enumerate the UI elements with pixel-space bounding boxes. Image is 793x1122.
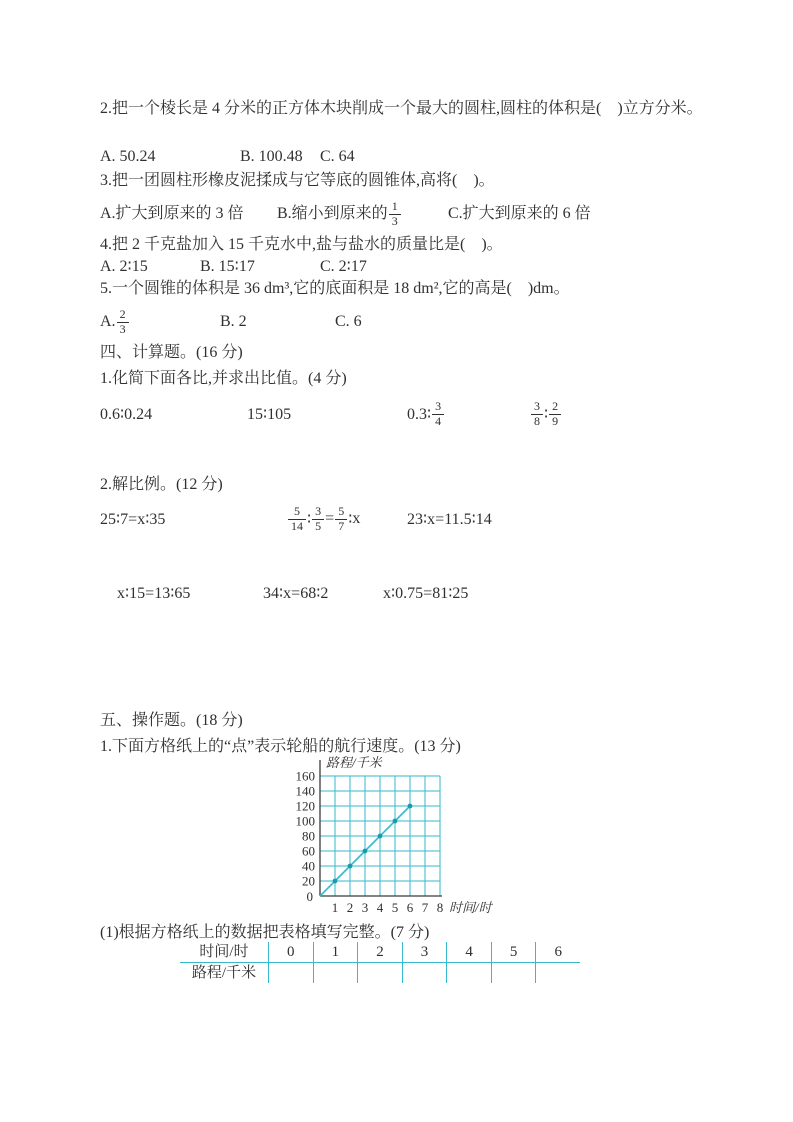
ratio-item-2: 15∶105 — [247, 406, 292, 423]
x-tick-label: 3 — [361, 900, 369, 915]
option-a-text: A. — [100, 313, 116, 330]
fill-table-cell — [357, 963, 402, 983]
question-2-option-b: B. 100.48 — [240, 148, 303, 165]
x-tick-label: 2 — [346, 900, 354, 915]
x-tick-label: 1 — [331, 900, 339, 915]
x-axis-title: 时间/时 — [449, 900, 492, 915]
y-tick-label: 40 — [302, 858, 315, 874]
y-tick-label: 60 — [302, 843, 315, 859]
question-2-option-a: A. 50.24 — [100, 148, 156, 165]
question-3-option-a: A.扩大到原来的 3 倍 — [100, 205, 244, 222]
question-4-option-a: A. 2∶15 — [100, 258, 148, 275]
y-tick-label: 140 — [295, 783, 315, 799]
ratio-item-4 — [530, 400, 562, 429]
fraction: $\frac{3}{5}$ — [312, 505, 324, 534]
section-5-q1-title: 1.下面方格纸上的“点”表示轮船的航行速度。(13 分) — [100, 738, 461, 755]
question-3-text: 3.把一团圆柱形橡皮泥揉成与它等底的圆锥体,高将( )。 — [100, 172, 495, 189]
option-b-text: B.缩小到原来的 — [277, 205, 388, 222]
y-tick-label: 20 — [302, 873, 315, 889]
fraction: $\frac{1}{3}$ — [389, 200, 401, 229]
fill-table-row — [180, 963, 580, 983]
question-3-option-c: C.扩大到原来的 6 倍 — [448, 205, 591, 222]
speed-data-point — [333, 879, 338, 884]
ratio-exercises — [100, 396, 735, 432]
question-2-text: 2.把一个棱长是 4 分米的正方体木块削成一个最大的圆柱,圆柱的体积是( )立方分米。 — [100, 100, 703, 117]
fraction: $\frac{2}{3}$ — [117, 308, 129, 337]
origin-label: 0 — [306, 889, 313, 904]
fill-table-cell: 0 — [268, 942, 313, 962]
x-tick-label: 8 — [436, 900, 444, 915]
y-tick-label: 100 — [295, 813, 315, 829]
speed-chart-svg — [285, 754, 515, 918]
equation-5: 34∶x=68∶2 — [263, 585, 329, 602]
fill-table-cell — [313, 963, 358, 983]
fill-table-cell: 6 — [535, 942, 580, 962]
fill-table-row-label: 路程/千米 — [191, 965, 257, 981]
question-5-option-a — [100, 308, 220, 337]
y-tick-label: 160 — [295, 768, 315, 784]
fill-table-row-label: 时间/时 — [199, 944, 249, 960]
fill-table-row — [180, 942, 580, 963]
proportion-equations-row-2 — [100, 582, 735, 604]
question-4-options — [100, 258, 735, 276]
section-4-heading: 四、计算题。(16 分) — [100, 344, 243, 361]
equation-3: 23∶x=11.5∶14 — [407, 511, 492, 528]
section-4-part1-title: 1.化简下面各比,并求出比值。(4 分) — [100, 370, 347, 387]
equation-1: 25∶7=x∶35 — [100, 511, 166, 528]
fill-table-cell — [491, 963, 536, 983]
equation-6: x∶0.75=81∶25 — [383, 585, 469, 602]
x-tick-label: 6 — [406, 900, 414, 915]
ratio-item-3-text: 0.3∶ — [407, 406, 432, 423]
question-3-options — [100, 196, 735, 232]
question-4-text: 4.把 2 千克盐加入 15 千克水中,盐与盐水的质量比是( )。 — [100, 236, 503, 253]
fraction: $\frac{5}{14}$ — [288, 505, 306, 534]
equation-4: x∶15=13∶65 — [117, 585, 191, 602]
fill-table-cell: 5 — [491, 942, 536, 962]
equation-2-sep2: = — [325, 510, 335, 527]
equation-2-sep1: ∶ — [307, 511, 312, 528]
section-4-part2-title: 2.解比例。(12 分) — [100, 476, 223, 493]
question-4-option-b: B. 15∶17 — [200, 258, 255, 275]
question-2-option-c: C. 64 — [320, 148, 355, 165]
fill-table-cell: 1 — [313, 942, 358, 962]
fill-table-cell: 4 — [446, 942, 491, 962]
question-5-text: 5.一个圆锥的体积是 36 dm³,它的底面积是 18 dm²,它的高是( )dm。 — [100, 280, 570, 297]
speed-data-point — [408, 804, 413, 809]
question-5-option-b: B. 2 — [220, 313, 247, 330]
x-tick-label: 5 — [391, 900, 399, 915]
question-4-option-c: C. 2∶17 — [320, 258, 367, 275]
fill-table-cell: 3 — [402, 942, 447, 962]
fill-table-cell: 2 — [357, 942, 402, 962]
question-3-option-b — [277, 200, 448, 229]
y-tick-label: 80 — [302, 828, 315, 844]
proportion-equations-row-1 — [100, 500, 735, 538]
fill-table-cell — [446, 963, 491, 983]
ratio-item-1: 0.6∶0.24 — [100, 406, 153, 423]
fraction: $\frac{2}{9}$ — [549, 400, 561, 429]
equation-2 — [287, 505, 407, 534]
speed-data-point — [363, 849, 368, 854]
x-tick-label: 4 — [376, 900, 384, 915]
speed-data-point — [348, 864, 353, 869]
fill-table-caption: (1)根据方格纸上的数据把表格填写完整。(7 分) — [100, 924, 430, 941]
x-tick-label: 7 — [421, 900, 429, 915]
speed-chart — [285, 754, 515, 918]
speed-data-point — [393, 819, 398, 824]
fraction: $\frac{5}{7}$ — [335, 505, 347, 534]
y-tick-label: 120 — [295, 798, 315, 814]
fill-table — [180, 942, 580, 983]
ratio-separator: ∶ — [544, 406, 549, 423]
equation-2-sep3: ∶ — [348, 511, 353, 528]
question-5-option-c: C. 6 — [335, 313, 362, 330]
y-axis-title: 路程/千米 — [326, 755, 382, 770]
fill-table-cell — [535, 963, 580, 983]
speed-data-point — [378, 834, 383, 839]
fill-table-cell — [268, 963, 313, 983]
fraction: $\frac{3}{8}$ — [531, 400, 543, 429]
question-2-options — [100, 148, 735, 166]
equation-2-tail: x — [352, 510, 361, 527]
fill-table-cell — [402, 963, 447, 983]
section-5-heading: 五、操作题。(18 分) — [100, 712, 243, 729]
ratio-item-3 — [407, 400, 530, 429]
fraction: $\frac{3}{4}$ — [432, 400, 444, 429]
question-5-options — [100, 304, 735, 340]
